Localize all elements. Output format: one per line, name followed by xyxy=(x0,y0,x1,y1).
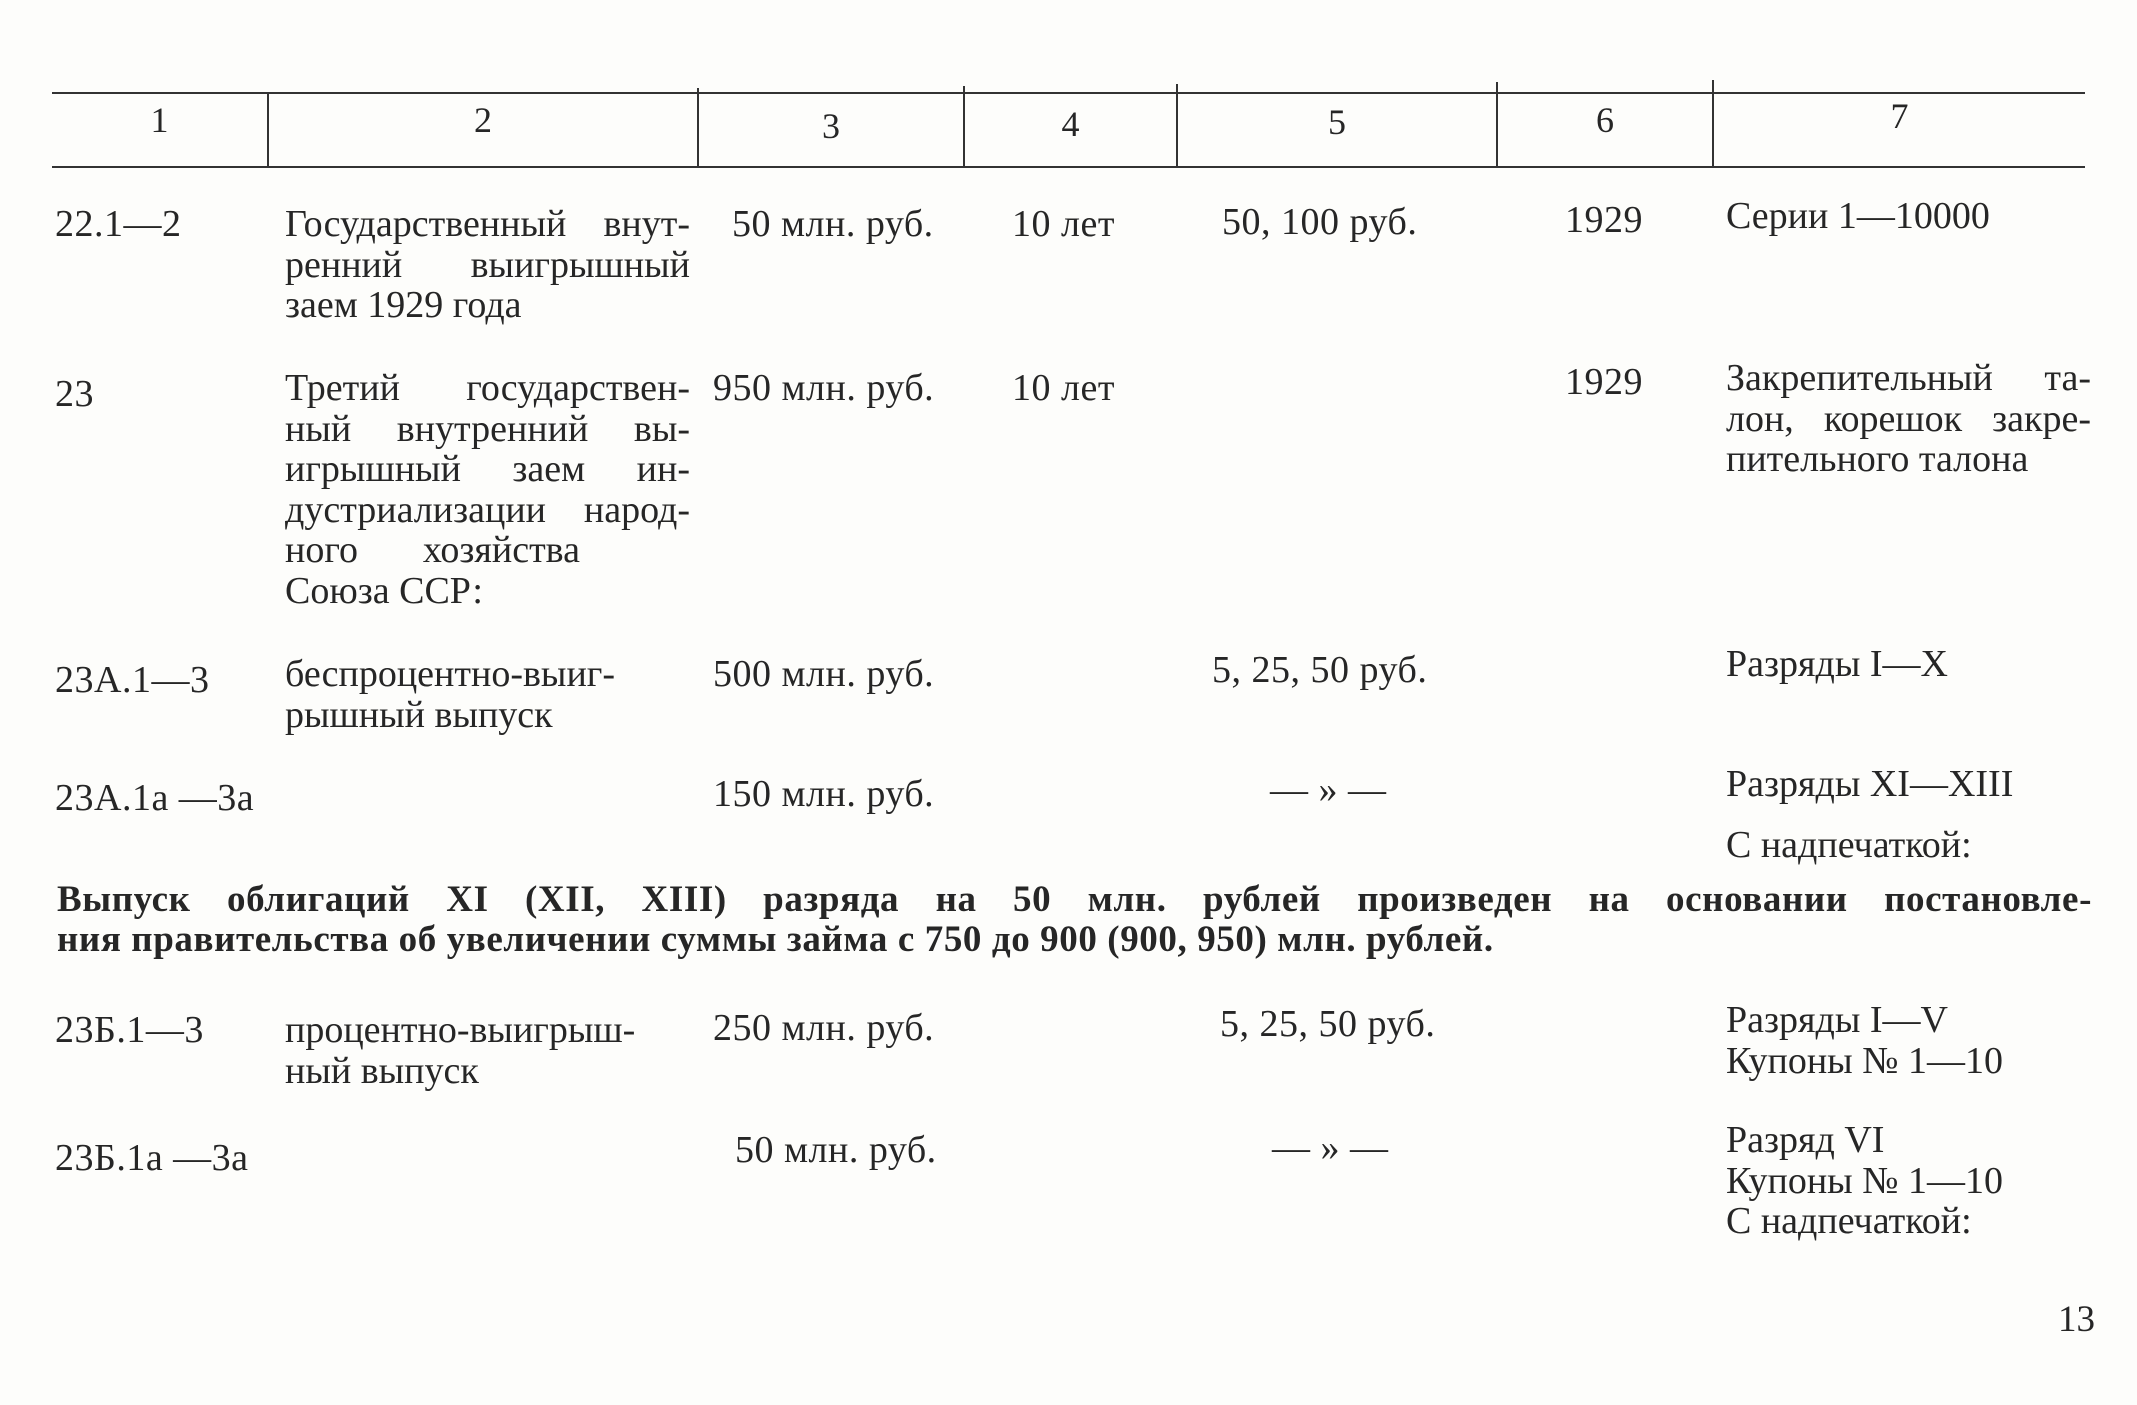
row-year: 1929 xyxy=(1565,361,1643,403)
row-denominations: 5, 25, 50 руб. xyxy=(1212,649,1428,691)
row-amount: 50 млн. руб. xyxy=(732,203,934,245)
details-line: Серии 1—10000 xyxy=(1726,195,1990,237)
details-line: пительного талона xyxy=(1726,438,2029,480)
row-amount: 500 млн. руб. xyxy=(713,653,935,695)
column-header-1: 1 xyxy=(150,100,169,140)
details-line: Разряды I—V xyxy=(1726,999,1948,1041)
row-denominations: 5, 25, 50 руб. xyxy=(1220,1003,1436,1045)
details-line: Купоны № 1—10 xyxy=(1726,1159,2003,1202)
name-line: заем 1929 года xyxy=(285,284,522,326)
details-line: С надпечаткой: xyxy=(1726,1200,1972,1242)
name-line: ный внутренний вы- xyxy=(285,407,690,450)
note-line: ния правительства об увеличении суммы займа с 750 до 900 (900, 950) млн. рублей. xyxy=(57,919,1494,960)
header-bottom-rule xyxy=(52,166,2085,168)
row-year: 1929 xyxy=(1565,199,1643,241)
row-name xyxy=(285,1010,690,1091)
row-details xyxy=(1726,644,2091,685)
note-line: Выпуск облигаций XI (XII, XIII) разряда на 50 млн. рублей произведен на основании постановле- xyxy=(57,879,2092,920)
column-header-3: 3 xyxy=(822,106,840,146)
row-denominations: — » — xyxy=(1272,1127,1389,1169)
details-line: С надпечаткой: xyxy=(1726,823,1972,866)
row-code: 23А.1а —3а xyxy=(55,777,255,819)
name-line: дустриализации народ- xyxy=(285,488,690,531)
row-code: 23 xyxy=(55,373,94,415)
row-details xyxy=(1726,764,2091,865)
name-line: ного хозяйства xyxy=(285,529,580,571)
details-line: Разряды I—X xyxy=(1726,643,1948,685)
row-code: 23Б.1—3 xyxy=(55,1009,204,1051)
name-line: процентно-выигрыш- xyxy=(285,1009,636,1051)
details-line: Купоны № 1—10 xyxy=(1726,1039,2003,1082)
row-amount: 250 млн. руб. xyxy=(713,1007,935,1049)
table-top-rule xyxy=(52,92,2085,94)
row-code: 23А.1—3 xyxy=(55,659,210,701)
details-line: лон, корешок закре- xyxy=(1726,397,2091,440)
page-number: 13 xyxy=(2058,1299,2095,1340)
row-term: 10 лет xyxy=(1012,203,1115,245)
row-details xyxy=(1726,1120,2091,1242)
column-header-5: 5 xyxy=(1328,102,1346,142)
row-name xyxy=(285,654,690,735)
row-term: 10 лет xyxy=(1012,367,1115,409)
name-line: Союза ССР: xyxy=(285,569,483,612)
row-details xyxy=(1726,358,2091,480)
column-header-4: 4 xyxy=(1061,104,1080,144)
row-denominations: 50, 100 руб. xyxy=(1222,201,1418,243)
name-line: беспроцентно-выиг- xyxy=(285,653,616,695)
name-line: игрышный заем ин- xyxy=(285,448,690,490)
row-code: 23Б.1а —3а xyxy=(55,1137,249,1179)
row-denominations: — » — xyxy=(1270,769,1387,811)
row-details xyxy=(1726,196,2091,237)
name-line: ренний выигрышный xyxy=(285,243,690,286)
name-line: Государственный внут- xyxy=(285,203,690,245)
column-header-2: 2 xyxy=(474,100,492,140)
column-header-6: 6 xyxy=(1596,100,1614,140)
row-amount: 50 млн. руб. xyxy=(735,1129,937,1171)
row-amount: 950 млн. руб. xyxy=(713,367,935,409)
name-line: рышный выпуск xyxy=(285,693,553,736)
row-code: 22.1—2 xyxy=(55,203,182,245)
details-line: Разряды XI—XIII xyxy=(1726,763,2014,805)
issue-note xyxy=(57,880,2092,960)
details-line: Закрепительный та- xyxy=(1726,357,2091,399)
column-header-7: 7 xyxy=(1890,96,1909,136)
details-line: Разряд VI xyxy=(1726,1119,1885,1161)
name-line: ный выпуск xyxy=(285,1049,479,1092)
row-details xyxy=(1726,1000,2091,1081)
row-name xyxy=(285,368,690,611)
row-amount: 150 млн. руб. xyxy=(713,773,935,815)
name-line: Третий государствен- xyxy=(285,367,690,409)
row-name xyxy=(285,204,690,326)
